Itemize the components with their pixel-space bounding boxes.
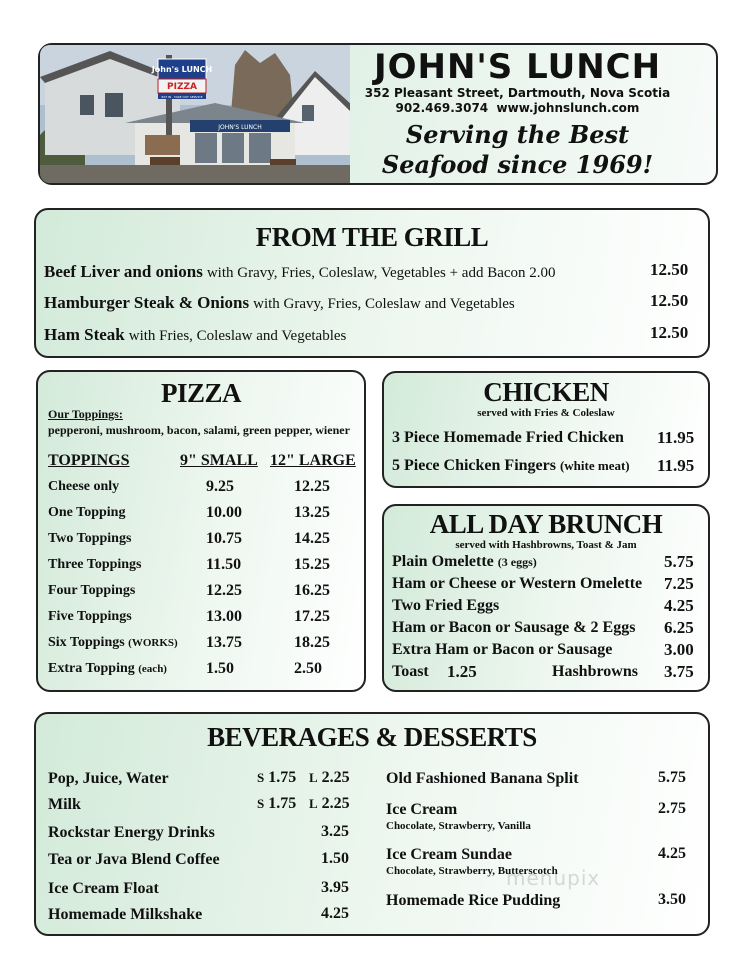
grill-item-name: Ham Steak <box>44 325 125 344</box>
chicken-item <box>392 429 624 447</box>
grill-item-desc: with Gravy, Fries, Coleslaw, Vegetables + add Bacon 2.00 <box>206 265 556 281</box>
grill-item-price: 12.50 <box>650 260 689 279</box>
svg-text:JOHN'S LUNCH: JOHN'S LUNCH <box>218 124 262 131</box>
pizza-row <box>48 479 119 495</box>
chicken-item <box>392 457 630 475</box>
toast-label: Toast <box>392 663 429 680</box>
chicken-item-price: 11.95 <box>657 456 695 475</box>
size-l-label: L <box>309 796 318 811</box>
dessert-item-price: 2.75 <box>658 800 686 817</box>
beverage-price: 3.95 <box>321 879 349 896</box>
pizza-row-name: Three Toppings <box>48 557 142 572</box>
pizza-row <box>48 531 131 547</box>
dessert-item-price: 3.50 <box>658 891 686 908</box>
pizza-large-price: 2.50 <box>294 660 322 677</box>
pizza-small-price: 10.75 <box>206 530 242 547</box>
grill-item <box>44 325 346 345</box>
grill-item-name: Beef Liver and onions <box>44 262 203 281</box>
brunch-item-price: 4.25 <box>664 596 694 615</box>
beverage-price: 4.25 <box>321 905 349 922</box>
beverages-title: BEVERAGES & DESSERTS <box>207 722 537 752</box>
hashbrowns-price: 3.75 <box>664 662 694 681</box>
brunch-item <box>392 553 537 571</box>
size-s-price: 1.75 <box>268 769 297 786</box>
brunch-item-name: Extra Ham or Bacon or Sausage <box>392 641 613 658</box>
dessert-item-name: Ice Cream <box>386 801 458 818</box>
dessert-item-name: Homemade Rice Pudding <box>386 892 561 909</box>
toppings-list: pepperoni, mushroom, bacon, salami, green pepper, wiener <box>48 423 350 437</box>
beverage-small-price <box>257 795 296 813</box>
size-s-label: S <box>257 770 265 785</box>
restaurant-contact: 902.469.3074 www.johnslunch.com <box>395 101 640 115</box>
pizza-small-price: 12.25 <box>206 582 242 599</box>
beverage-large-price <box>309 769 350 787</box>
pizza-row-name: Cheese only <box>48 479 120 494</box>
chicken-item-note: (white meat) <box>559 458 630 473</box>
brunch-item-price: 6.25 <box>664 618 694 637</box>
pizza-small-price: 13.00 <box>206 608 242 625</box>
hashbrowns-label: Hashbrowns <box>552 663 638 680</box>
pizza-large-price: 13.25 <box>294 504 330 521</box>
pizza-panel <box>36 370 366 692</box>
pizza-large-price: 16.25 <box>294 582 330 599</box>
pizza-row-name: Two Toppings <box>48 531 132 546</box>
beverages-panel <box>34 712 710 936</box>
pizza-col-toppings: TOPPINGS <box>48 452 130 469</box>
beverage-item-name: Milk <box>48 796 81 813</box>
grill-panel <box>34 208 710 358</box>
grill-title: FROM THE GRILL <box>255 222 489 252</box>
brunch-item <box>392 641 612 659</box>
chicken-item-price: 11.95 <box>657 428 695 447</box>
beverage-small-price <box>257 769 296 787</box>
chicken-item-name: 3 Piece Homemade Fried Chicken <box>392 429 624 446</box>
pizza-row-name: Five Toppings <box>48 609 132 624</box>
svg-text:John's LUNCH: John's LUNCH <box>151 65 213 74</box>
grill-item-desc: with Fries, Coleslaw and Vegetables <box>128 328 347 344</box>
brunch-subtitle: served with Hashbrowns, Toast & Jam <box>455 539 637 551</box>
dessert-item-price: 4.25 <box>658 845 686 862</box>
beverage-large-price <box>309 795 350 813</box>
brunch-item-price: 3.00 <box>664 640 694 659</box>
brunch-item-name: Ham or Bacon or Sausage & 2 Eggs <box>392 619 636 636</box>
beverage-item-name: Homemade Milkshake <box>48 906 203 923</box>
dessert-item-name: Ice Cream Sundae <box>386 846 512 863</box>
pizza-row-name: Six Toppings <box>48 635 125 650</box>
brunch-item-price: 5.75 <box>664 552 694 571</box>
pizza-large-price: 18.25 <box>294 634 330 651</box>
dessert-item-name: Old Fashioned Banana Split <box>386 770 579 787</box>
pizza-row-name: Extra Topping <box>48 661 135 676</box>
beverage-price: 3.25 <box>321 823 349 840</box>
beverage-item-name: Ice Cream Float <box>48 880 159 897</box>
pizza-large-price: 17.25 <box>294 608 330 625</box>
brunch-title: ALL DAY BRUNCH <box>429 509 663 539</box>
pizza-col-small: 9" SMALL <box>180 452 258 469</box>
chicken-panel <box>382 371 710 488</box>
brunch-item-note: (3 eggs) <box>497 555 537 569</box>
pizza-small-price: 10.00 <box>206 504 242 521</box>
chicken-title: CHICKEN <box>483 377 609 407</box>
pizza-small-price: 11.50 <box>206 556 242 573</box>
pizza-large-price: 14.25 <box>294 530 330 547</box>
grill-item-name: Hamburger Steak & Onions <box>44 293 250 312</box>
pizza-row <box>48 505 125 521</box>
beverage-item-name: Rockstar Energy Drinks <box>48 824 215 841</box>
pizza-row-name: Four Toppings <box>48 583 136 598</box>
pizza-small-price: 9.25 <box>206 478 234 495</box>
grill-item-price: 12.50 <box>650 291 689 310</box>
pizza-large-price: 15.25 <box>294 556 330 573</box>
size-s-price: 1.75 <box>268 795 297 812</box>
brunch-item <box>392 619 635 637</box>
pizza-small-price: 1.50 <box>206 660 234 677</box>
dessert-item-options: Chocolate, Strawberry, Vanilla <box>386 820 531 832</box>
pizza-row-note: (each) <box>138 663 167 675</box>
pizza-title: PIZZA <box>160 378 242 408</box>
dessert-item-options: Chocolate, Strawberry, Butterscotch <box>386 865 558 877</box>
pizza-row <box>48 557 142 573</box>
pizza-large-price: 12.25 <box>294 478 330 495</box>
toppings-label: Our Toppings: <box>48 407 123 421</box>
svg-text:PIZZA: PIZZA <box>167 82 197 92</box>
slogan-line-2: Seafood since 1969! <box>381 150 654 179</box>
beverage-item-name: Pop, Juice, Water <box>48 770 169 787</box>
grill-item <box>44 262 556 282</box>
pizza-row <box>48 609 132 625</box>
restaurant-photo <box>40 45 350 183</box>
dessert-item-price: 5.75 <box>658 769 686 786</box>
brunch-item-price: 7.25 <box>664 574 694 593</box>
toast-price: 1.25 <box>447 662 477 681</box>
pizza-small-price: 13.75 <box>206 634 242 651</box>
pizza-row-note: (WORKS) <box>128 637 178 649</box>
brunch-item-name: Ham or Cheese or Western Omelette <box>392 575 643 592</box>
beverage-item-name: Tea or Java Blend Coffee <box>48 851 220 868</box>
restaurant-name: JOHN'S LUNCH <box>373 47 662 87</box>
size-l-label: L <box>309 770 318 785</box>
pizza-row <box>48 635 178 651</box>
pizza-row-name: One Topping <box>48 505 126 520</box>
grill-item-price: 12.50 <box>650 323 689 342</box>
brunch-item <box>392 575 642 593</box>
brunch-panel <box>382 504 710 692</box>
chicken-item-name: 5 Piece Chicken Fingers <box>392 457 556 474</box>
pizza-row <box>48 583 135 599</box>
pizza-row <box>48 661 167 677</box>
brunch-item-name: Two Fried Eggs <box>392 597 500 614</box>
beverage-price: 1.50 <box>321 850 349 867</box>
grill-item <box>44 293 515 313</box>
brunch-item-name: Plain Omelette <box>392 553 494 570</box>
grill-item-desc: with Gravy, Fries, Coleslaw and Vegetables <box>253 296 515 312</box>
slogan-line-1: Serving the Best <box>405 120 630 149</box>
restaurant-address: 352 Pleasant Street, Dartmouth, Nova Scotia <box>364 86 671 100</box>
chicken-subtitle: served with Fries & Coleslaw <box>477 407 615 419</box>
pizza-col-large: 12" LARGE <box>270 452 356 469</box>
size-l-price: 2.25 <box>321 769 350 786</box>
brunch-item <box>392 597 499 615</box>
size-s-label: S <box>257 796 265 811</box>
svg-text:EAT IN · TAKE OUT SERVICE: EAT IN · TAKE OUT SERVICE <box>161 95 203 99</box>
watermark: menupix <box>506 866 601 890</box>
size-l-price: 2.25 <box>321 795 350 812</box>
